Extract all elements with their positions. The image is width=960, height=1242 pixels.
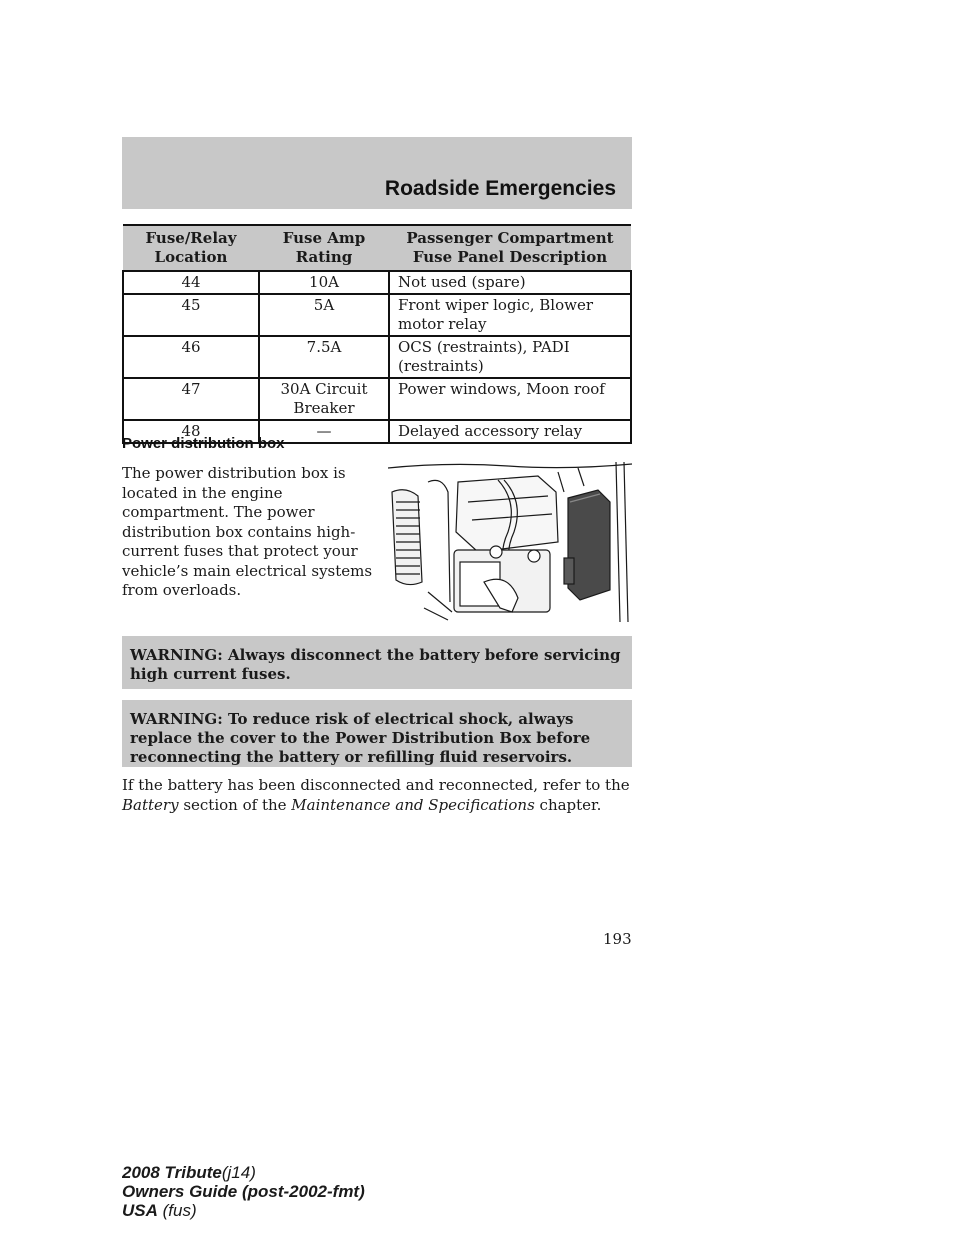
column-header-location: Fuse/Relay Location [123,225,259,271]
fuse-description: Front wiper logic, Blower motor relay [389,294,631,336]
fuse-rating: 10A [259,271,389,294]
table-row [123,294,631,336]
footer-model-code: (j14) [221,1163,256,1182]
table-row [123,271,631,294]
closing-text: chapter. [539,795,602,814]
footer [122,1163,365,1241]
warning-box: WARNING: Always disconnect the battery before servicing high current fuses. [122,636,632,689]
fuse-location: 48 [123,420,259,443]
fuse-description: Delayed accessory relay [389,420,631,443]
fuse-table [122,224,632,444]
fuse-location: 44 [123,271,259,294]
fuse-description: OCS (restraints), PADI (restraints) [389,336,631,378]
engine-compartment-illustration [388,462,632,622]
section-heading: Power distribution box [122,435,285,452]
table-row [123,378,631,420]
table-row [123,336,631,378]
reference-battery: Battery [122,795,179,814]
closing-text: If the battery has been disconnected and reconnected, refer to the [122,776,630,794]
fuse-description: Power windows, Moon roof [389,378,631,420]
table-header-row [123,225,631,271]
footer-model: 2008 Tribute [122,1163,222,1182]
fuse-rating: 30A Circuit Breaker [259,378,389,420]
reference-chapter: Maintenance and Specifications [291,795,535,814]
page-number: 193 [603,930,632,948]
page-title: Roadside Emergencies [384,177,616,200]
column-header-description: Passenger Compartment Fuse Panel Description [389,225,631,271]
fuse-rating: 7.5A [259,336,389,378]
closing-paragraph [122,776,642,815]
fuse-rating: 5A [259,294,389,336]
header-band [122,137,632,209]
warning-box: WARNING: To reduce risk of electrical shock, always replace the cover to the Power Distribution Box before reconnecting the battery or refilling fluid reservoirs. [122,700,632,767]
fuse-location: 46 [123,336,259,378]
column-header-rating: Fuse Amp Rating [259,225,389,271]
footer-market: USA [122,1201,158,1220]
fuse-location: 45 [123,294,259,336]
fuse-description: Not used (spare) [389,271,631,294]
footer-guide: Owners Guide (post-2002-fmt) [122,1182,365,1201]
footer-market-code: (fus) [162,1201,197,1220]
closing-text: section of the [183,795,287,814]
fuse-rating: — [259,420,389,443]
body-paragraph: The power distribution box is located in the engine compartment. The power distribution box contains high-current fuses that protect your vehicle’s main electrical systems from overloads. [122,464,373,599]
fuse-location: 47 [123,378,259,420]
